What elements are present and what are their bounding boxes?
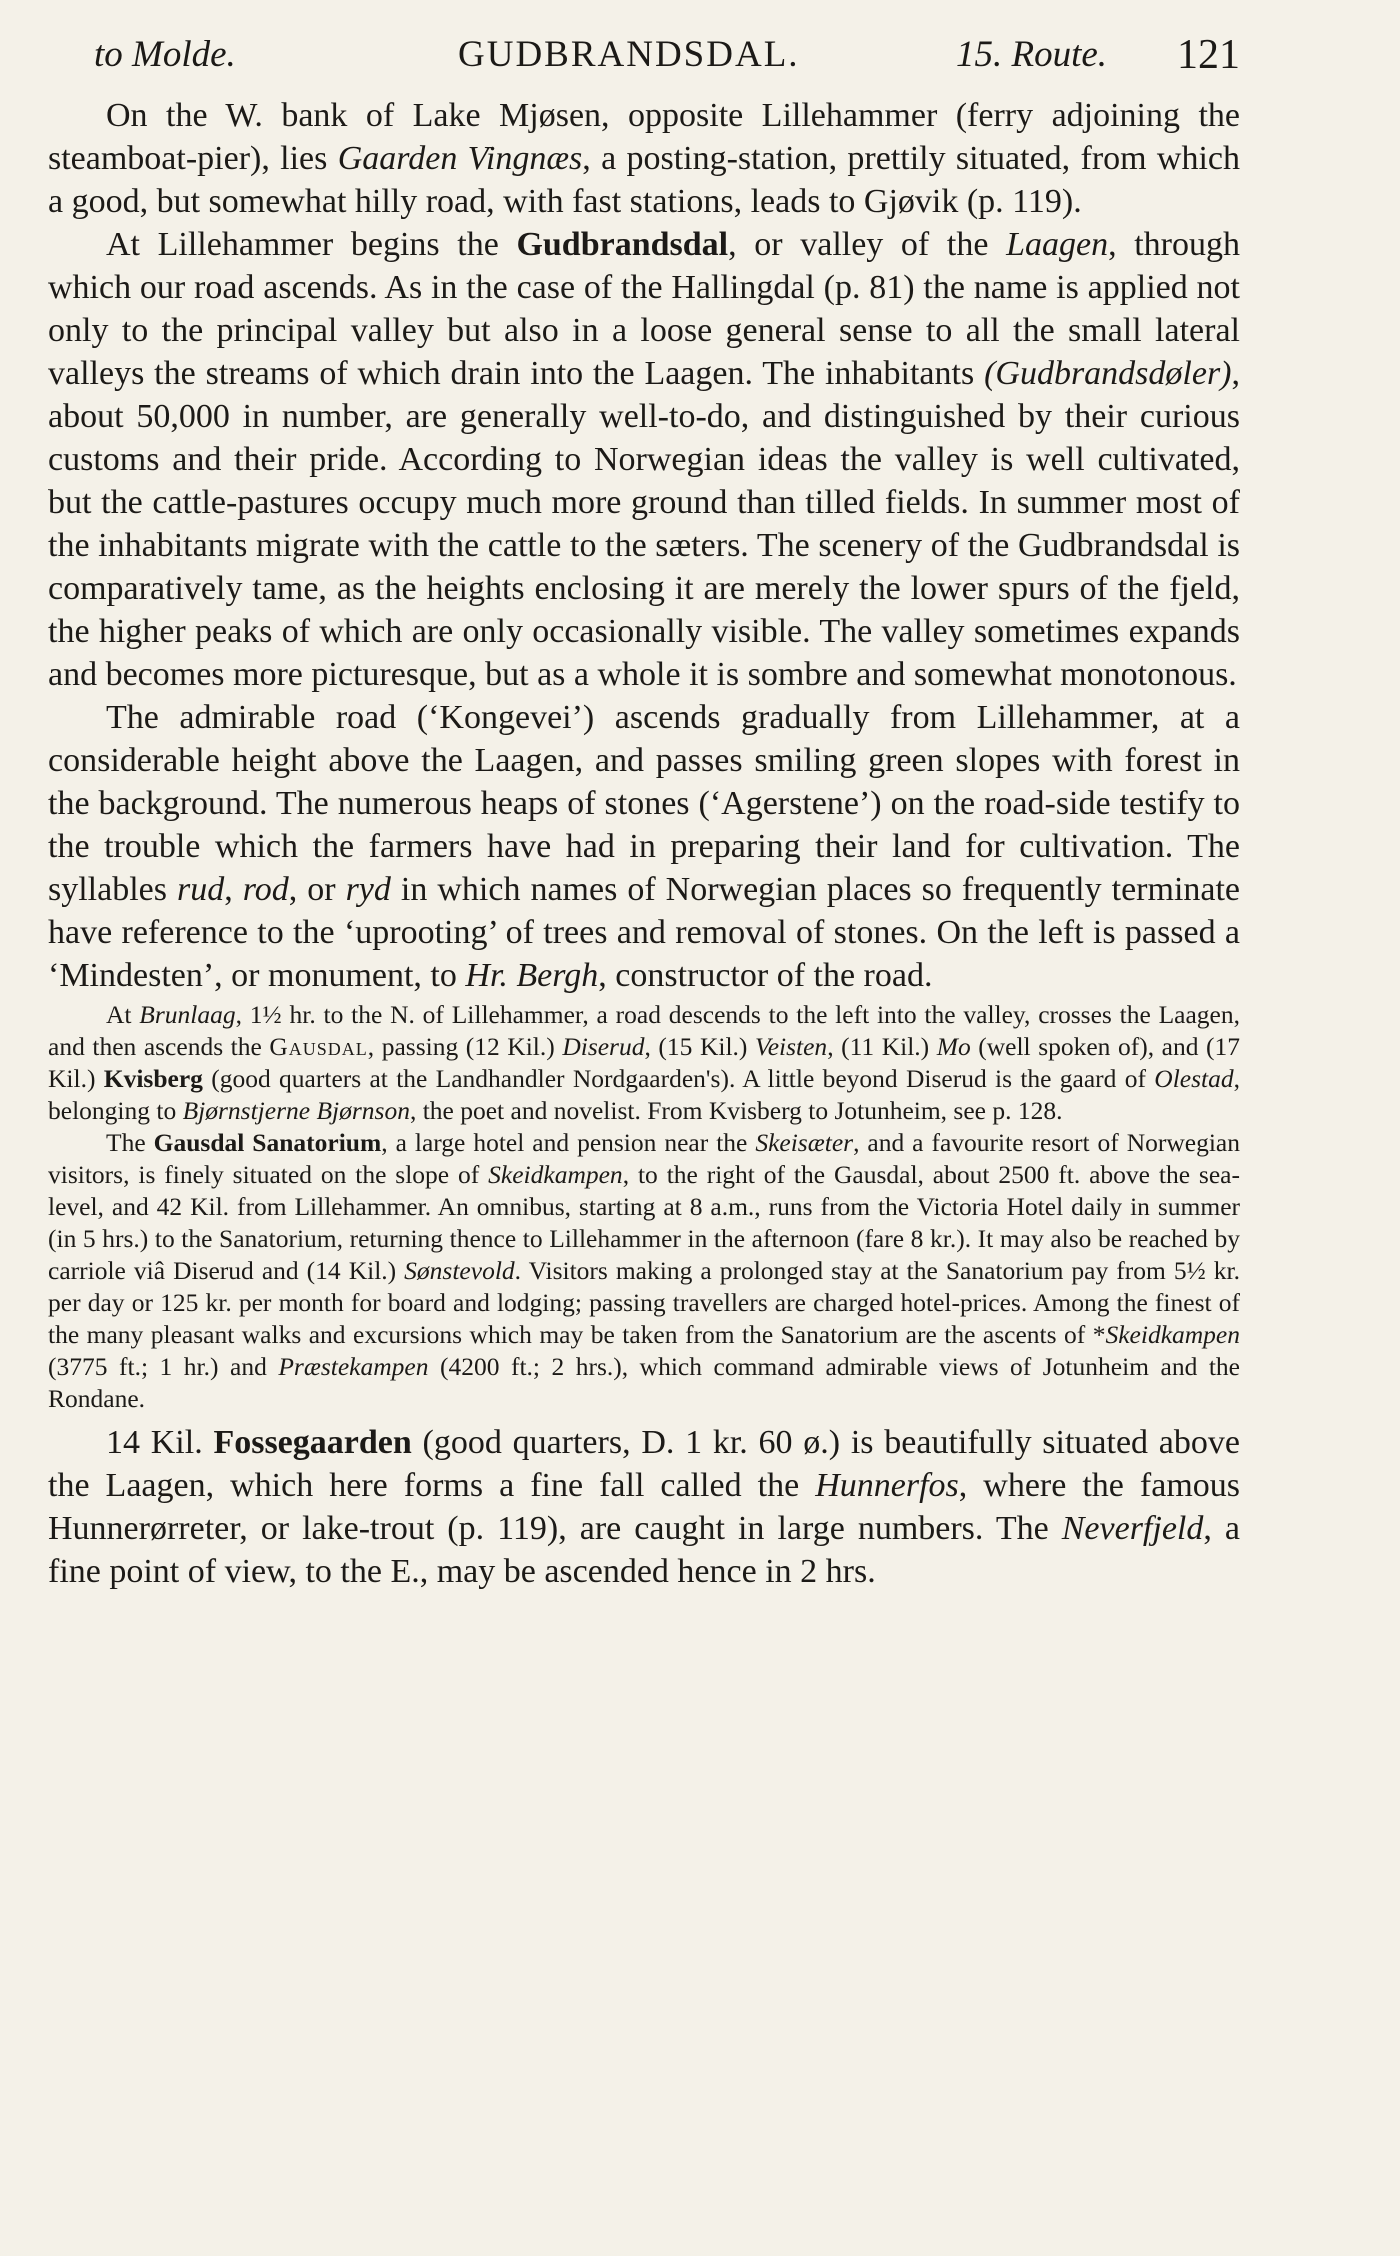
- text-run: The admirable road (‘Kongevei’) ascends gradually from Lillehammer, at a considerable height above the Laagen, and passes smiling green slopes with forest in the background. The numerous heaps of stones (‘Agerstene’) on the road-side testify to the trouble which the farmers have had in preparing their land for cultivation. The syllables: [48, 699, 1240, 908]
- italic-term: Skeidkampen: [1105, 1320, 1240, 1349]
- text-run: , a large hotel and pension near the: [381, 1128, 756, 1157]
- body-paragraph: [48, 94, 1240, 223]
- text-run: , passing (12 Kil.): [367, 1032, 563, 1061]
- italic-term: Diserud: [562, 1032, 645, 1061]
- text-run: , where the famous Hunnerørreter, or lake-trout (p. 119), are caught in large numbers. The: [48, 1467, 1241, 1547]
- text-run: , or: [288, 871, 346, 908]
- italic-term: rud: [177, 871, 225, 908]
- small-caps-term: Gausdal: [269, 1032, 368, 1061]
- bold-term: Kvisberg: [103, 1064, 203, 1093]
- text-run: , belonging to: [48, 1064, 1240, 1125]
- text-run: (good quarters, D. 1 kr. 60 ø.) is beautifully situated above the Laagen, which here forms a fine fall called the: [48, 1424, 1240, 1504]
- italic-term: Skeidkampen: [488, 1160, 623, 1189]
- text-run: in which names of Norwegian places so frequently terminate have reference to the ‘uprooting’ of trees and removal of stones. On the left is passed a ‘Mindesten’, or monument, to: [48, 871, 1241, 994]
- italic-term: Veisten: [754, 1032, 828, 1061]
- text-run: (good quarters at the Landhandler Nordgaarden's). A little beyond Diserud is the gaard of: [202, 1064, 1155, 1093]
- italic-term: Præstekampen: [278, 1352, 429, 1381]
- page-number: 121: [1177, 32, 1240, 78]
- text-run: At Lillehammer begins the: [106, 226, 517, 263]
- footnote-paragraph: [48, 999, 1240, 1127]
- italic-term: Laagen: [1006, 226, 1109, 263]
- header-chapter-title: GUDBRANDSDAL.: [458, 34, 800, 75]
- header-route-label: 15. Route.: [956, 34, 1108, 75]
- text-run: , (11 Kil.): [827, 1032, 937, 1061]
- italic-term: Olestad: [1154, 1064, 1234, 1093]
- text-run: , or valley of the: [728, 226, 1007, 263]
- italic-term: ryd: [345, 871, 391, 908]
- body-paragraph: [48, 696, 1240, 997]
- header-left-text: to Molde.: [94, 34, 236, 75]
- italic-term: Mo: [936, 1032, 971, 1061]
- text-run: At: [106, 1000, 140, 1029]
- text-run: , through which our road ascends. As in the case of the Hallingdal (p. 81) the name is applied not only to the principal valley but also in a loose general sense to all the small lateral valleys the streams of which drain into the Laagen. The inhabitants: [48, 226, 1240, 392]
- text-run: , constructor of the road.: [598, 957, 933, 994]
- bold-term: Gudbrandsdal: [516, 226, 729, 263]
- italic-term: Hunnerfos: [815, 1467, 959, 1504]
- text-run: , a posting-station, prettily situated, from which a good, but somewhat hilly road, with fast stations, leads to Gjøvik (p. 119).: [48, 140, 1240, 220]
- text-run: , to the right of the Gausdal, about 2500 ft. above the sea-level, and 42 Kil. from Lillehammer. An omnibus, starting at 8 a.m., runs from the Victoria Hotel daily in summer (in 5 hrs.) to the Sanatorium, returning thence to Lillehammer in the afternoon (fare 8 kr.). It may also be reached by carriole viâ Diserud and (14 Kil.): [48, 1160, 1240, 1285]
- text-run: (4200 ft.; 2 hrs.), which command admirable views of Jotunheim and the Rondane.: [48, 1352, 1240, 1413]
- italic-term: Bjørnstjerne Bjørnson: [182, 1096, 410, 1125]
- footnote-paragraph: [48, 1127, 1240, 1415]
- text-run: ,: [224, 871, 243, 908]
- body-paragraph: [48, 223, 1240, 696]
- text-run: , (15 Kil.): [644, 1032, 755, 1061]
- text-run: (well spoken of), and (17 Kil.): [48, 1032, 1240, 1093]
- italic-term: Sønstevold: [404, 1256, 515, 1285]
- text-run: , and a favourite resort of Norwegian visitors, is finely situated on the slope of: [48, 1128, 1241, 1189]
- text-run: , the poet and novelist. From Kvisberg to Jotunheim, see p. 128.: [409, 1096, 1063, 1125]
- italic-term: Brunlaag: [139, 1000, 236, 1029]
- italic-term: Hr. Bergh: [465, 957, 599, 994]
- text-run: , about 50,000 in number, are generally well-to-do, and distinguished by their curious customs and their pride. According to Norwegian ideas the valley is well cultivated, but the cattle-pastures occupy much more ground than tilled fields. In summer most of the inhabitants migrate with the cattle to the sæters. The scenery of the Gudbrandsdal is comparatively tame, as the heights enclosing it are merely the lower spurs of the fjeld, the higher peaks of which are only occasionally visible. The valley sometimes expands and becomes more picturesque, but as a whole it is sombre and somewhat monotonous.: [48, 355, 1240, 693]
- text-run: , 1½ hr. to the N. of Lillehammer, a road descends to the left into the valley, crosses the Laagen, and then ascends the: [48, 1000, 1240, 1061]
- text-run: (3775 ft.; 1 hr.) and: [48, 1352, 279, 1381]
- italic-term: Skeisæter: [755, 1128, 854, 1157]
- italic-term: Gaarden Vingnæs: [337, 140, 583, 177]
- text-run: . Visitors making a prolonged stay at the Sanatorium pay from 5½ kr. per day or 125 kr. per month for board and lodging; passing travellers are charged hotel-prices. Among the finest of the many pleasant walks and excursions which may be taken from the Sanatorium are the ascents of *: [48, 1256, 1240, 1349]
- italic-term: Neverfjeld: [1061, 1510, 1204, 1547]
- body-text: [48, 94, 1240, 1593]
- text-run: The: [106, 1128, 154, 1157]
- book-page: [48, 26, 1240, 1593]
- running-header: [48, 26, 1240, 84]
- bold-term: Fossegaarden: [213, 1424, 412, 1461]
- body-paragraph: [48, 1421, 1240, 1593]
- text-run: , a fine point of view, to the E., may be ascended hence in 2 hrs.: [48, 1510, 1241, 1590]
- text-run: On the W. bank of Lake Mjøsen, opposite Lillehammer (ferry adjoining the steamboat-pier), lies: [48, 97, 1240, 177]
- text-run: 14 Kil.: [106, 1424, 214, 1461]
- italic-term: (Gudbrandsdøler): [984, 355, 1232, 392]
- bold-term: Gausdal Sanatorium: [153, 1128, 382, 1157]
- italic-term: rod: [242, 871, 289, 908]
